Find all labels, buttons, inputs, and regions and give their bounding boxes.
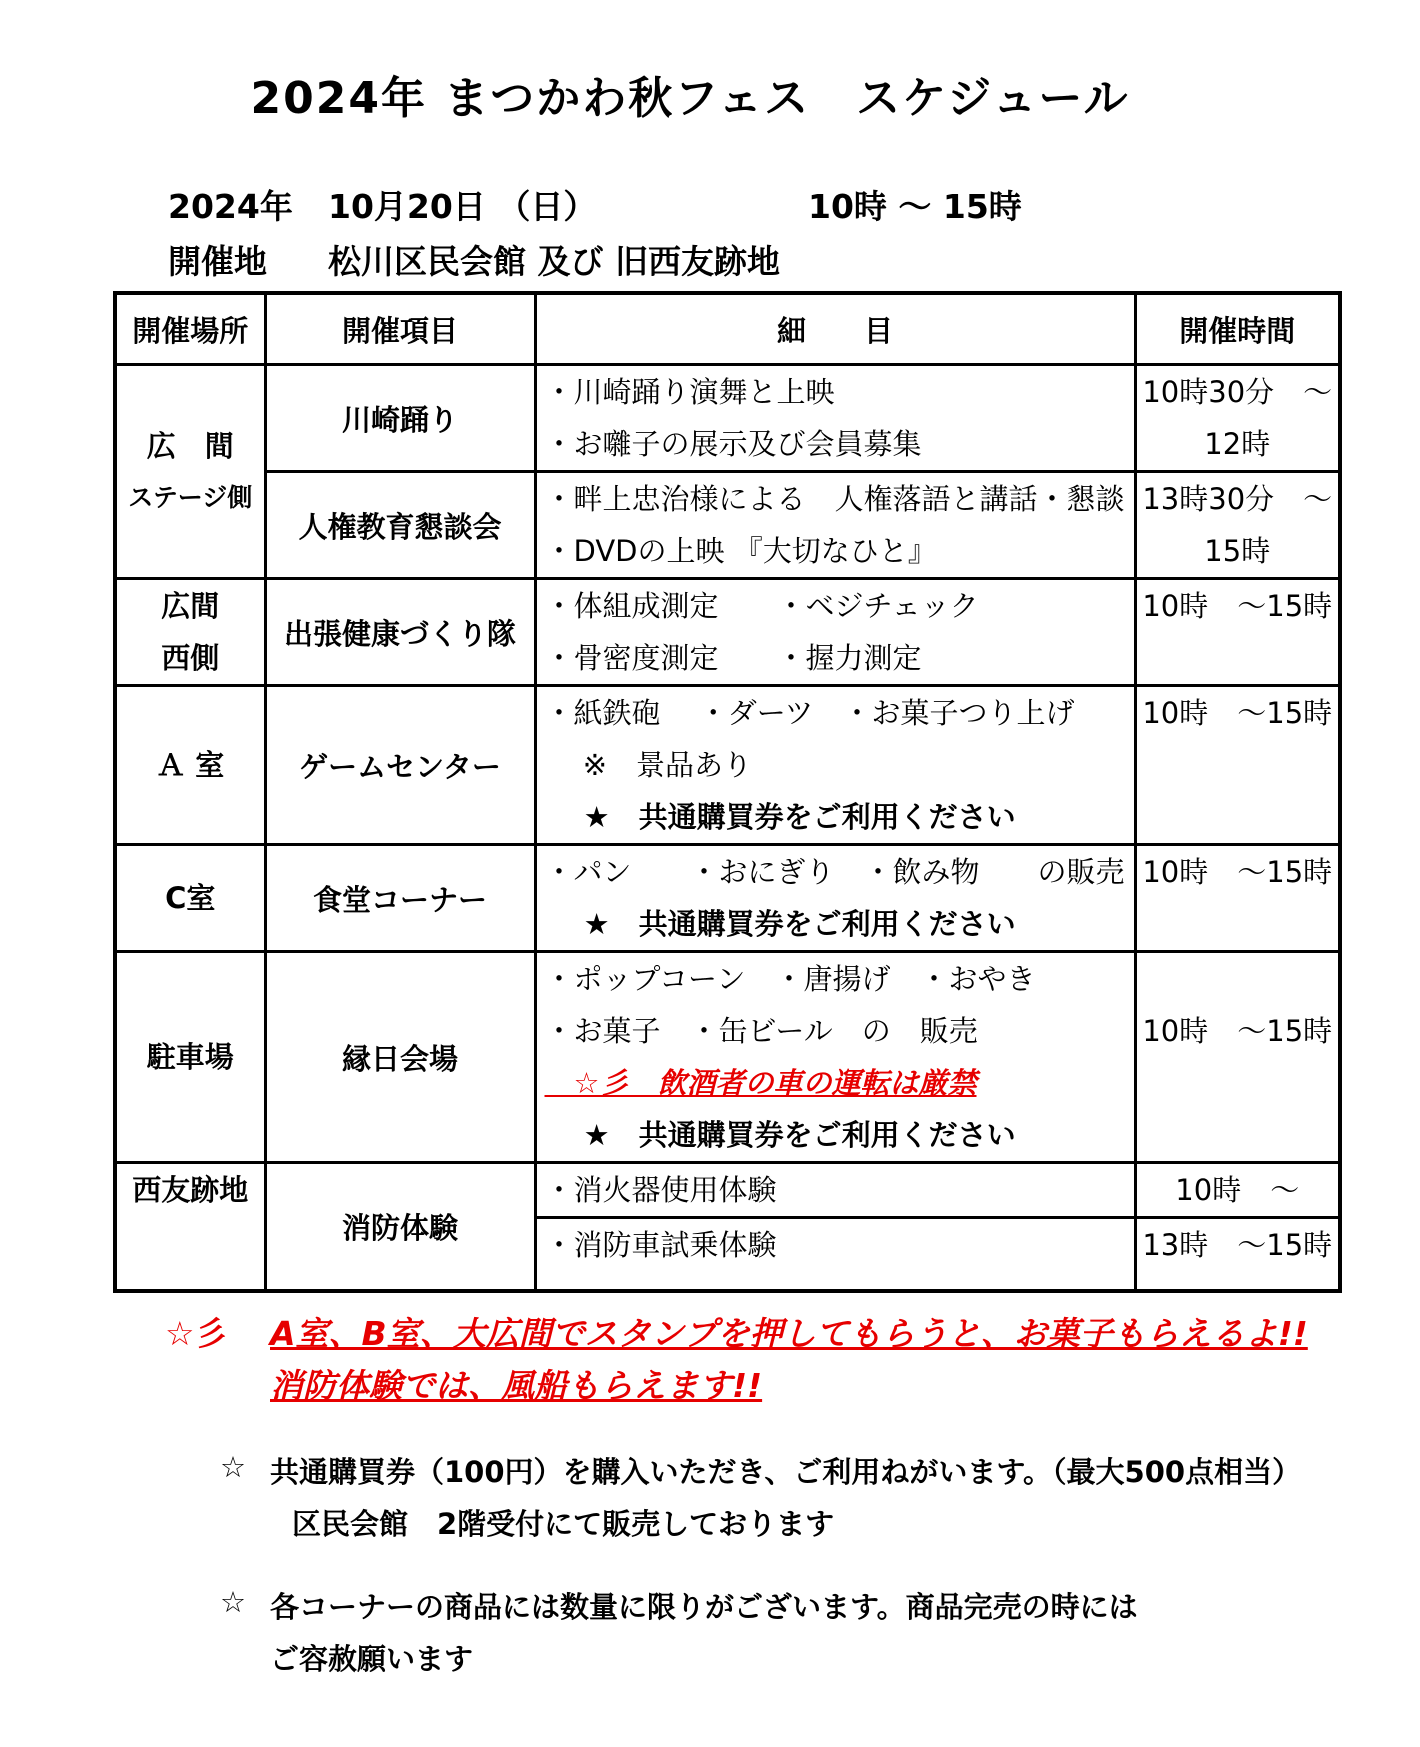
time-cell [1135, 365, 1340, 472]
time-cell [1135, 1163, 1340, 1218]
item-cell: 縁日会場 [265, 952, 535, 1163]
detail-line: ★ 共通購買券をご利用ください [544, 800, 1016, 834]
table-header-row [115, 293, 1340, 365]
detail-line: ・畔上忠治様による 人権落語と講話・懇談 [544, 482, 1125, 516]
venue-label: 開催地 [167, 242, 267, 281]
table-row [115, 472, 1340, 579]
time-line: 13時30分 ～ [1142, 482, 1333, 516]
date-time: 10時 ～ 15時 [807, 187, 1022, 226]
time-cell [1135, 952, 1340, 1163]
header-time: 開催時間 [1135, 293, 1340, 365]
detail-line: ・パン ・おにぎり ・飲み物 の販売 [544, 855, 1125, 889]
place-cell [115, 365, 265, 579]
detail-cell [535, 1163, 1135, 1218]
warning-line: ☆彡 飲酒者の車の運転は厳禁 [544, 1066, 977, 1100]
place-cell: 駐車場 [115, 952, 265, 1163]
item-cell: 川崎踊り [265, 365, 535, 472]
table-row [115, 686, 1340, 845]
detail-line: ・消防車試乗体験 [544, 1228, 777, 1262]
detail-cell [535, 952, 1135, 1163]
time-line: 10時 ～15時 [1142, 1014, 1333, 1048]
place-cell: C室 [115, 845, 265, 952]
detail-line: ・お菓子 ・缶ビール の 販売 [544, 1014, 978, 1048]
time-line: 10時30分 ～ [1142, 375, 1333, 409]
detail-cell [535, 1218, 1135, 1292]
time-cell [1135, 845, 1340, 952]
date-year: 2024年 [167, 187, 293, 226]
note-mark: ☆ [220, 1585, 246, 1619]
note-line: ご容赦願います [270, 1642, 474, 1676]
detail-cell [535, 579, 1135, 686]
detail-cell [535, 472, 1135, 579]
time-line: 12時 [1204, 427, 1271, 461]
detail-cell [535, 845, 1135, 952]
detail-line: ・お囃子の展示及び会員募集 [544, 427, 922, 461]
detail-line: ・DVDの上映 『大切なひと』 [544, 534, 937, 568]
notice-line-2: 消防体験では、風船もらえます!! [270, 1366, 763, 1405]
venue-line [145, 197, 780, 283]
detail-line: ★ 共通購買券をご利用ください [544, 1118, 1016, 1152]
table-row [115, 579, 1340, 686]
item-cell: 出張健康づくり隊 [265, 579, 535, 686]
place-cell: Ａ 室 [115, 686, 265, 845]
time-cell [1135, 472, 1340, 579]
date-day: 10月20日 （日） [327, 187, 597, 226]
venue-name: 松川区民会館 及び 旧西友跡地 [327, 242, 780, 281]
time-cell [1135, 686, 1340, 845]
detail-line: ・川崎踊り演舞と上映 [544, 375, 835, 409]
place-sublabel: 西側 [161, 641, 220, 675]
time-line: 15時 [1204, 534, 1271, 568]
notice-line-1: A室、B室、大広間でスタンプを押してもらうと、お菓子もらえるよ!! [270, 1314, 1308, 1353]
table-row [115, 845, 1340, 952]
detail-line: ・体組成測定 ・ベジチェック [544, 589, 979, 623]
page-title: 2024年 まつかわ秋フェス スケジュール [250, 73, 1130, 124]
table-row [115, 1163, 1340, 1218]
place-label: 広 間 [146, 428, 234, 463]
place-cell: 西友跡地 [115, 1163, 265, 1292]
detail-line: ・紙鉄砲 ・ダーツ ・お菓子つり上げ [544, 696, 1075, 730]
item-cell: 人権教育懇談会 [265, 472, 535, 579]
header-place: 開催場所 [115, 293, 265, 365]
header-item: 開催項目 [265, 293, 535, 365]
notice-mark: ☆彡 [165, 1314, 228, 1353]
detail-cell [535, 686, 1135, 845]
time-line: 10時 ～ [1175, 1173, 1300, 1207]
detail-line: ※ 景品あり [544, 748, 753, 782]
header-detail: 細 目 [535, 293, 1135, 365]
item-cell: ゲームセンター [265, 686, 535, 845]
detail-line: ・消火器使用体験 [544, 1173, 777, 1207]
time-cell [1135, 579, 1340, 686]
time-line: 10時 ～15時 [1142, 855, 1333, 889]
note-mark: ☆ [220, 1450, 246, 1484]
place-sublabel: ステージ側 [128, 482, 253, 512]
table-row [115, 365, 1340, 472]
place-label: 広間 [161, 589, 220, 623]
table-row [115, 952, 1340, 1163]
place-cell [115, 579, 265, 686]
time-cell [1135, 1218, 1340, 1292]
detail-line: ★ 共通購買券をご利用ください [544, 907, 1016, 941]
detail-cell [535, 365, 1135, 472]
detail-line: ・骨密度測定 ・握力測定 [544, 641, 922, 675]
time-line: 10時 ～15時 [1142, 696, 1333, 730]
time-line: 10時 ～15時 [1142, 589, 1333, 623]
detail-line: ・ポップコーン ・唐揚げ ・おやき [544, 962, 1036, 996]
note-line: 区民会館 2階受付にて販売しております [292, 1507, 835, 1541]
note-line: 各コーナーの商品には数量に限りがございます。商品完売の時には [270, 1590, 1138, 1624]
time-line: 13時 ～15時 [1142, 1228, 1333, 1262]
note-line: 共通購買券（100円）を購入いただき、ご利用ねがいます。（最大500点相当） [270, 1455, 1302, 1489]
item-cell: 消防体験 [265, 1163, 535, 1292]
schedule-table [113, 291, 1342, 1293]
item-cell: 食堂コーナー [265, 845, 535, 952]
